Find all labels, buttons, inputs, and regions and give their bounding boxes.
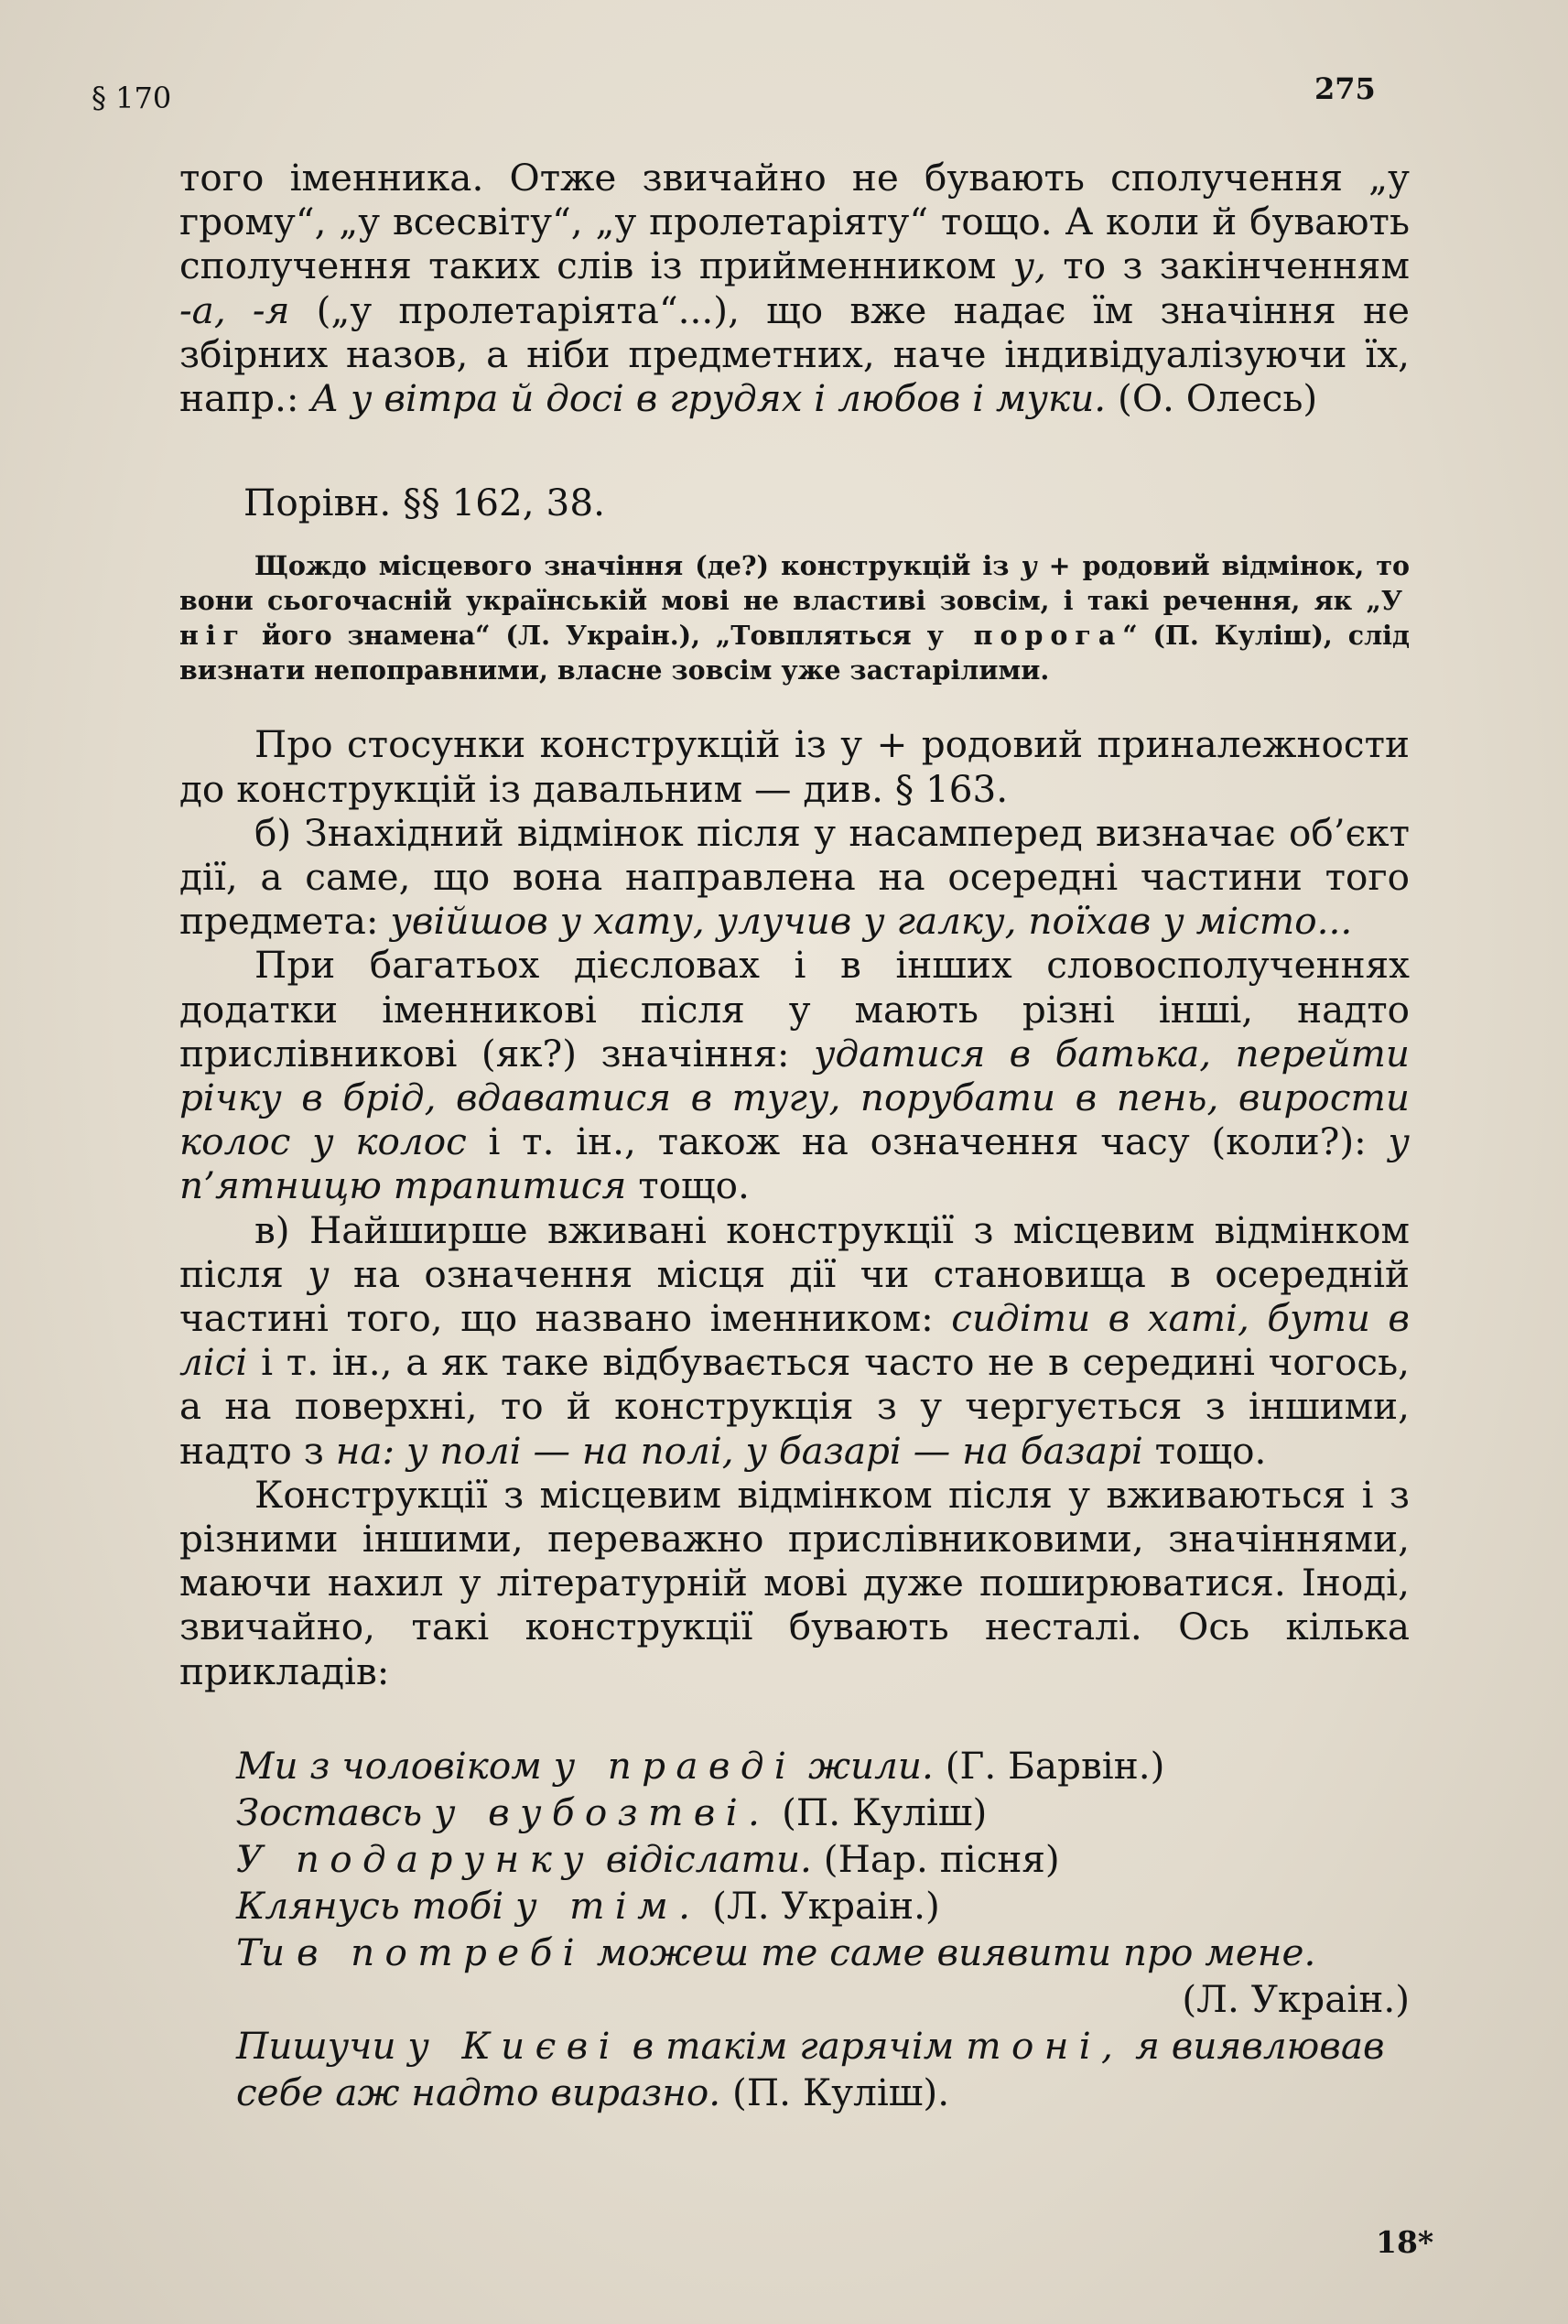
signature-mark: 18* (1376, 2224, 1434, 2260)
examples-list (179, 1743, 1410, 2116)
example-2: Зоставсь у вубозтві. (П. Куліш) (236, 1789, 988, 1834)
paragraph-1: того іменника. Отже звичайно не бувають сполучення „у грому“, „у всесвіту“, „у пролетаріяту“ тощо. А коли й бувають сполучення таких слів із прийменником у, то з закінченням -а, -я („у пролетаріята“...), що вже надає їм значіння не збірних назов, а ніби предметних, наче індивідуалізуючи їх, напр.: А у вітра й досі в грудях і любов і муки. (О. Олесь) (179, 156, 1410, 421)
small-print-note: Щождо місцевого значіння (де?) конструкцій із у + родовий відмінок, то вони сьогочасній українській мові не властиві зовсім, і такі речення, як „У ніг його знамена“ (Л. Украін.), „Товпляться у порога“ (П. Куліш), слід визнати непоправними, власне зовсім уже застарілими. (179, 550, 1410, 686)
example-3: У подарунку відіслати. (Нар. пісня) (236, 1836, 1060, 1881)
paragraph-6: Конструкції з місцевим відмінком після у вживаються і з різними іншими, переважно прислівниковими, значіннями, маючи нахил у літературній мові дуже поширюватися. Іноді, звичайно, такі конструкції бувають несталі. Ось кілька прикладів: (179, 1472, 1410, 1693)
page-body (179, 156, 1410, 2116)
paragraph-3: б) Знахідний відмінок після у насамперед визначає об’єкт дії, а саме, що вона направлена на осередні частини того предмета: увійшов у хату, улучив у галку, поїхав у місто... (179, 810, 1410, 944)
section-header: § 170 (92, 81, 172, 115)
paragraph-4: При багатьох дієсловах і в інших словосполученнях додатки іменникові після у мають різні інші, надто прислівникові (як?) значіння: удатися в батька, перейти річку в брід, вдаватися в тугу, порубати в пень, вирости колос у колос і т. ін., також на означення часу (коли?): у п’ятницю трапитися тощо. (179, 943, 1411, 1208)
example-1: Ми з чоловіком у правді жили. (Г. Барвін.) (236, 1743, 1165, 1788)
paragraph-5: в) Найширше вживані конструкції з місцевим відмінком після у на означення місця дії чи становища в осередній частині того, що названо іменником: сидіти в хаті, бути в лісі і т. ін., а як таке відбувається часто не в середині чогось, а на поверхні, то й конструкція з у чергується з іншими, надто з на: у полі — на полі, у базарі — на базарі тощо. (179, 1207, 1411, 1473)
example-5-source: (Л. Украін.) (1182, 1976, 1410, 2021)
cross-reference: Порівн. §§ 162, 38. (243, 481, 605, 525)
example-5: Ти в потребі можеш те саме виявити про мене. (236, 1929, 1316, 1974)
page-number: 275 (1314, 71, 1376, 106)
example-6: Пишучи у Києві в такім гарячім тоні, я виявлював себе аж надто виразно. (П. Куліш). (236, 2023, 1385, 2114)
example-4: Клянусь тобі у тім. (Л. Украін.) (236, 1883, 940, 1928)
paragraph-2: Про стосунки конструкцій із у + родовий приналежности до конструкцій із давальним — див. § 163. (179, 722, 1410, 811)
